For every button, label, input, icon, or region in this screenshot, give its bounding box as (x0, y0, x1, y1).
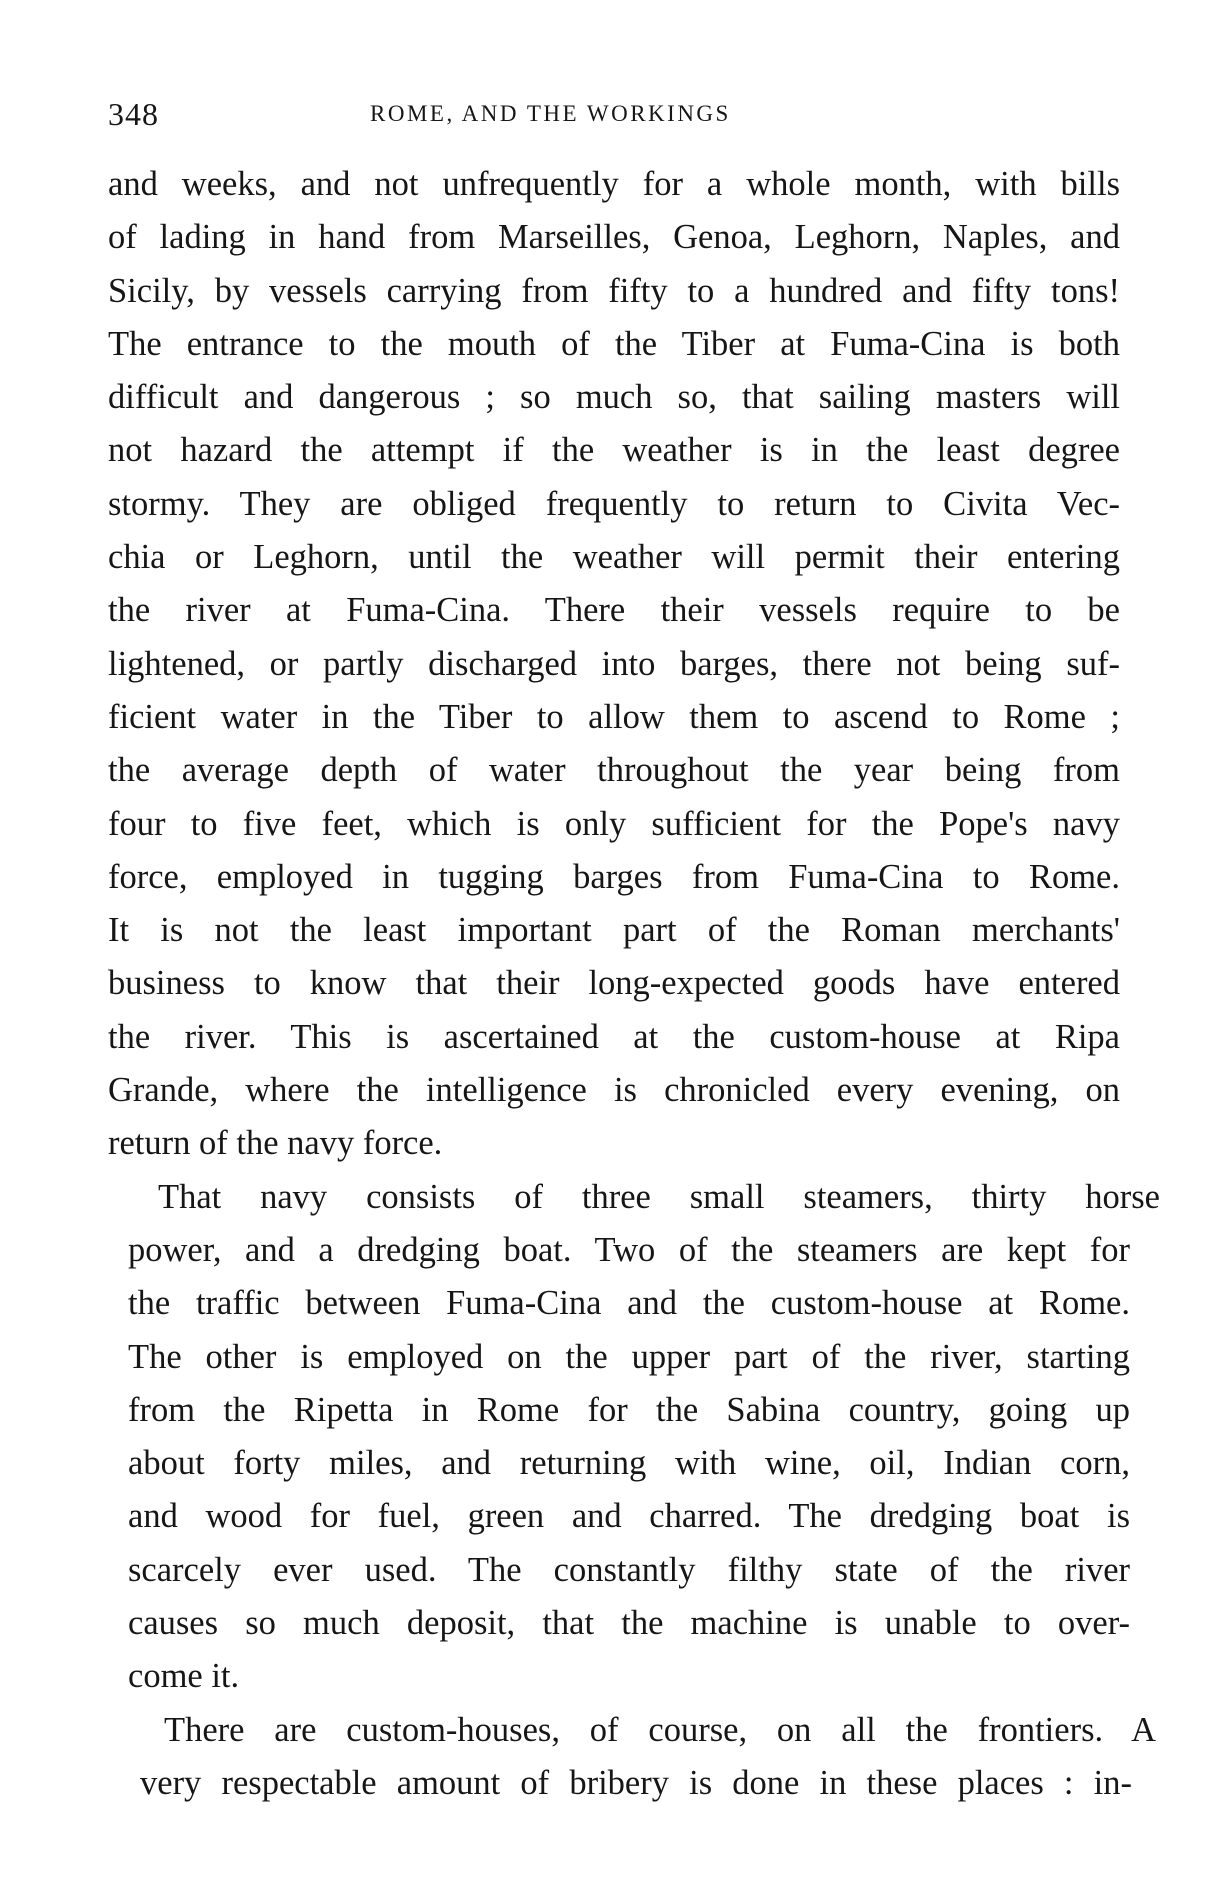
text-line: power, and a dredging boat. Two of the steamers are kept for (128, 1230, 1130, 1269)
text-line: The other is employed on the upper part of the river, starting (128, 1337, 1130, 1376)
text-line: force, employed in tugging barges from Fuma-Cina to Rome. (108, 857, 1120, 896)
text-line: Sicily, by vessels carrying from fifty to a hundred and fifty tons! (108, 271, 1120, 310)
text-line: from the Ripetta in Rome for the Sabina country, going up (128, 1390, 1130, 1429)
page-number: 348 (108, 96, 159, 132)
text-line: scarcely ever used. The constantly filthy state of the river (128, 1550, 1130, 1589)
text-line: the river at Fuma-Cina. There their vessels require to be (108, 591, 1120, 630)
text-line: chia or Leghorn, until the weather will permit their entering (108, 538, 1120, 577)
text-line: not hazard the attempt if the weather is in the least degree (108, 431, 1120, 470)
text-line: the river. This is ascertained at the custom-house at Ripa (108, 1017, 1120, 1056)
text-line: four to five feet, which is only sufficient for the Pope's navy (108, 804, 1120, 843)
paragraph-1 (108, 158, 1120, 1171)
paragraph-2 (128, 1171, 1160, 1704)
text-line: Grande, where the intelligence is chronicled every evening, on (108, 1071, 1120, 1110)
text-line: lightened, or partly discharged into barges, there not being suf- (108, 644, 1120, 683)
text-line: causes so much deposit, that the machine is unable to over- (128, 1604, 1130, 1643)
text-line: the traffic between Fuma-Cina and the custom-house at Rome. (128, 1284, 1130, 1323)
text-line: and wood for fuel, green and charred. The dredging boat is (128, 1497, 1130, 1536)
text-line: return of the navy force. (108, 1124, 443, 1163)
text-line: stormy. They are obliged frequently to return to Civita Vec- (108, 484, 1120, 523)
body-text (108, 158, 1160, 1810)
text-line: and weeks, and not unfrequently for a whole month, with bills (108, 165, 1120, 203)
text-line: difficult and dangerous ; so much so, that sailing masters will (108, 378, 1120, 417)
paragraph-3 (140, 1704, 1156, 1811)
text-line: of lading in hand from Marseilles, Genoa, Leghorn, Naples, and (108, 218, 1120, 257)
text-line: the average depth of water throughout the year being from (108, 751, 1120, 790)
text-line: come it. (128, 1657, 240, 1696)
text-line: There are custom-houses, of course, on all the frontiers. A (164, 1710, 1156, 1749)
running-title: ROME, AND THE WORKINGS (370, 101, 731, 126)
text-line: The entrance to the mouth of the Tiber at Fuma-Cina is both (108, 324, 1120, 363)
running-head (108, 96, 1118, 136)
text-line: business to know that their long-expected goods have entered (108, 964, 1120, 1003)
text-line: ficient water in the Tiber to allow them to ascend to Rome ; (108, 697, 1120, 736)
text-line: It is not the least important part of the Roman merchants' (108, 911, 1120, 950)
text-line: about forty miles, and returning with wine, oil, Indian corn, (128, 1444, 1130, 1483)
text-line: That navy consists of three small steamers, thirty horse (158, 1177, 1160, 1216)
text-line: very respectable amount of bribery is done in these places : in- (140, 1763, 1132, 1802)
